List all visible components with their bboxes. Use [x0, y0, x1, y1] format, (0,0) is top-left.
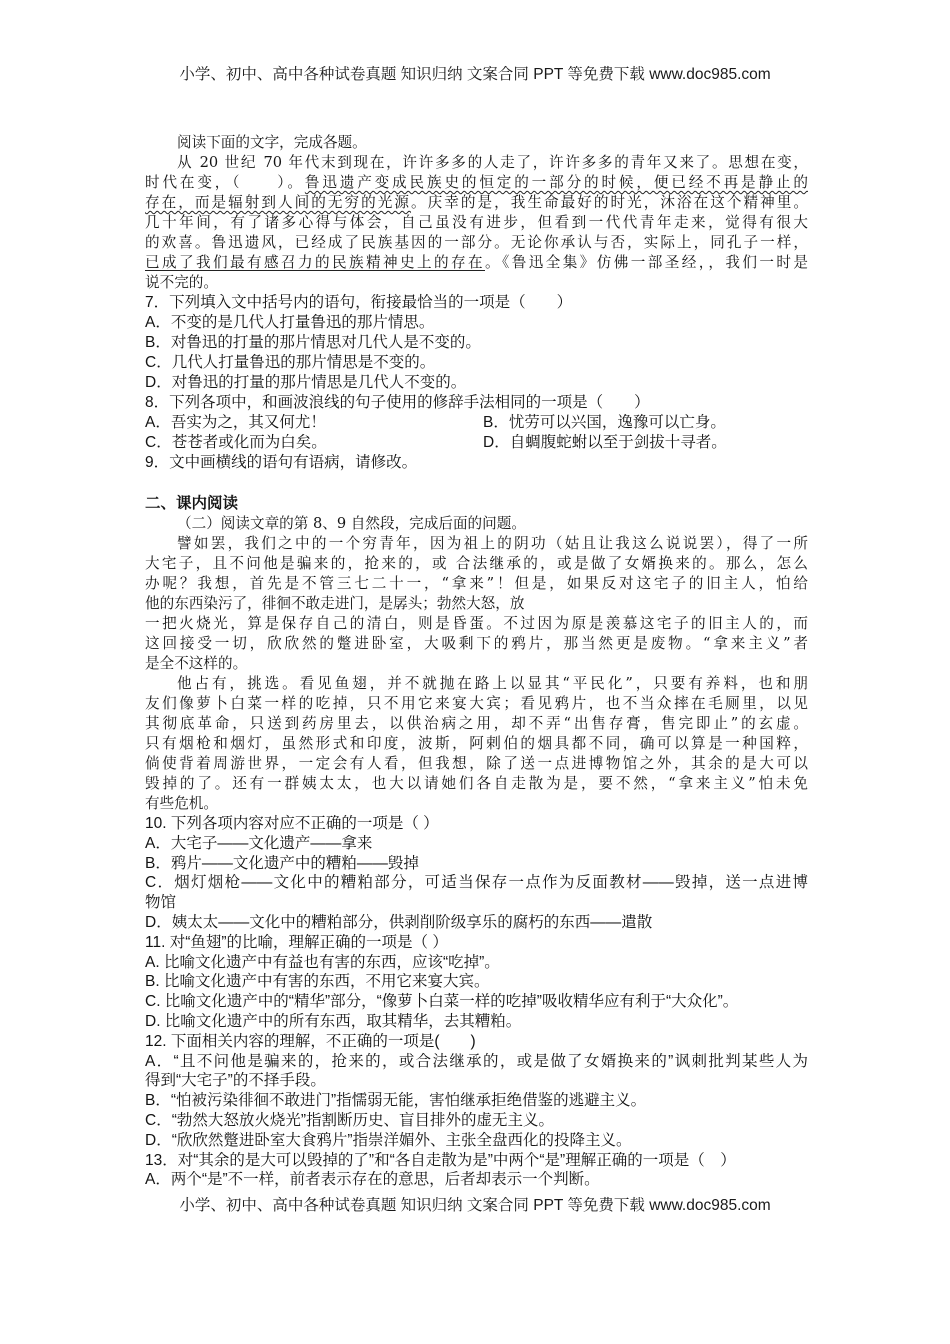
passage-2-paragraph-2 — [145, 674, 808, 814]
wavy-underlined-sentence: 存在，而是辐射到人间的无穷的光源 — [145, 194, 412, 211]
option-a: A．不变的是几代人打量鲁迅的那片情思。 — [145, 314, 435, 331]
question-12 — [145, 1032, 808, 1151]
passage-line-5: 的欢喜。鲁迅遗风，已经成了民族基因的一部分。无论你承认与否，实际上，同孔子一样， — [145, 234, 808, 251]
passage-line: 只有烟枪和烟灯，虽然形式和印度，波斯，阿剌伯的烟具都不同，确可以算是一种国粹， — [145, 735, 808, 752]
passage-line: 譬如罢，我们之中的一个穷青年，因为祖上的阴功（姑且让我这么说说罢），得了一所 — [177, 535, 808, 552]
option-a: A．两个“是”不一样，前者表示存在的意思，后者却表示一个判断。 — [145, 1171, 600, 1189]
passage-line-7: 说不完的。 — [145, 274, 218, 291]
option-row — [145, 413, 808, 433]
passage-text: 。《鲁迅全集》仿佛一部圣经，，我们一时是 — [485, 254, 808, 271]
passage-line: 他占有，挑选。看见鱼翅，并不就抛在路上以显其“平民化”，只要有养料，也和朋 — [177, 675, 808, 692]
passage-line-6 — [145, 253, 808, 273]
passage-line-4: 几十年间，有了诸多心得与体会，自己虽没有进步，但看到一代代青年走来，觉得有很大 — [145, 214, 808, 231]
section-heading: 二、课内阅读 — [145, 495, 239, 512]
option-b: B．对鲁迅的打量的那片情思对几代人是不变的。 — [145, 334, 481, 351]
question-stem: 10. 下列各项内容对应不正确的一项是（ ） — [145, 815, 439, 832]
option-d: D．对鲁迅的打量的那片情思是几代人不变的。 — [145, 374, 467, 391]
option-c: C. 比喻文化遗产中的“精华”部分，“像萝卜白菜一样的吃掉”吸收精华应有利于“大众化”。 — [145, 993, 739, 1011]
question-11 — [145, 933, 808, 1032]
passage-line-1: 从 20 世纪 70 年代末到现在，许许多多的人走了，许许多多的青年又来了。思想在变， — [177, 154, 808, 171]
question-7 — [145, 293, 808, 393]
passage-text: 。庆幸的是，我生命最好的时光，沐浴在这个精神里。 — [411, 194, 808, 211]
wavy-underlined-sentence: 鲁迅遗产变成民族史的恒定的一部分的时候，便已经不再是静止的 — [304, 174, 808, 191]
question-8 — [145, 393, 808, 453]
question-10 — [145, 814, 808, 933]
section-spacer — [145, 473, 808, 494]
passage-line-2 — [145, 173, 808, 193]
option-d: D. 比喻文化遗产中的所有东西，取其精华，去其糟粕。 — [145, 1012, 522, 1030]
page-footer: 小学、初中、高中各种试卷真题 知识归纳 文案合同 PPT 等免费下载 www.doc985.com — [179, 1197, 771, 1214]
passage-line: 其彻底革命，只送到药房里去，以供治病之用，却不弄“出售存膏，售完即止”的玄虚。 — [145, 715, 808, 732]
question-9 — [145, 453, 808, 473]
passage-line: 办呢？我想，首先是不管三七二十一，“拿来”！但是，如果反对这宅子的旧主人，怕给 — [145, 575, 808, 592]
option-a: A．“且不问他是骗来的，抢来的，或合法继承的，或是做了女婿换来的”讽刺批判某些人为 — [145, 1052, 808, 1070]
option-a: A. 比喻文化遗产中有益也有害的东西，应该“吃掉”。 — [145, 953, 500, 971]
reading-instruction: 阅读下面的文字，完成各题。 — [177, 134, 367, 151]
passage-line-3 — [145, 193, 808, 213]
passage-1 — [145, 153, 808, 293]
passage-line: 大宅子，且不问他是骗来的，抢来的，或 合法继承的，或是做了女婿换来的。那么，怎么 — [145, 555, 808, 572]
question-stem: 13．对“其余的是大可以毁掉的了”和“各自走散为是”中两个“是”理解正确的一项是（ ） — [145, 1151, 736, 1169]
option-a-continued: 得到“大宅子”的不择手段。 — [145, 1072, 326, 1090]
option-d: D．姨太太——文化中的糟粕部分，供剥削阶级享乐的腐朽的东西——遣散 — [145, 913, 653, 931]
option-c-continued: 物馆 — [145, 894, 177, 912]
option-c: C．“勃然大怒放火烧光”指割断历史、盲目排外的虚无主义。 — [145, 1111, 555, 1129]
passage-line: 他的东西染污了，徘徊不敢走进门，是孱头；勃然大怒，放 — [145, 595, 525, 612]
passage-line: 这回接受一切，欣欣然的蹩进卧室，大吸剩下的鸦片，那当然更是废物。“拿来主义”者 — [145, 635, 808, 652]
option-d: D．自蜩腹蛇蚹以至于剑拔十寻者。 — [483, 434, 727, 451]
option-b: B．“怕被污染徘徊不敢进门”指懦弱无能，害怕继承拒绝借鉴的逃避主义。 — [145, 1092, 647, 1110]
question-stem: 8．下列各项中，和画波浪线的句子使用的修辞手法相同的一项是（ ） — [145, 394, 650, 411]
option-c: C．苍苍者或化而为白矣。 — [145, 434, 327, 451]
question-13 — [145, 1151, 808, 1191]
document-body — [145, 133, 808, 1190]
option-b: B．鸦片——文化遗产中的糟粕——毁掉 — [145, 854, 419, 872]
passage-line: 是全不这样的。 — [145, 655, 248, 672]
underlined-sentence: 已成了我们最有感召力的民族精神史上的存在 — [145, 254, 485, 271]
question-stem: 12. 下面相关内容的理解，不正确的一项是( ) — [145, 1032, 476, 1050]
passage-2-paragraph-1 — [145, 534, 808, 674]
passage-text: 时代在变，（ ）。 — [145, 174, 305, 191]
passage-line: 毁掉的了。还有一群姨太太，也大以请她们各自走散为是，要不然，“拿来主义”怕未免 — [145, 775, 808, 792]
reading-instruction: （二）阅读文章的第 8、9 自然段，完成后面的问题。 — [177, 515, 526, 532]
question-stem: 9．文中画横线的语句有语病，请修改。 — [145, 454, 418, 471]
passage-line: 有些危机。 — [145, 795, 218, 812]
option-c: C．烟灯烟枪——文化中的糟粕部分，可适当保存一点作为反面教材——毁掉，送一点进博 — [145, 874, 808, 892]
option-c: C．几代人打量鲁迅的那片情思是不变的。 — [145, 354, 436, 371]
question-stem: 11. 对“鱼翅”的比喻，理解正确的一项是（ ） — [145, 933, 448, 951]
passage-line: 一把火烧光，算是保存自己的清白，则是昏蛋。不过因为原是羡慕这宅子的旧主人的，而 — [145, 615, 808, 632]
option-a: A．大宅子——文化遗产——拿来 — [145, 834, 373, 852]
option-row — [145, 433, 808, 453]
passage-line: 友们像萝卜白菜一样的吃掉，只不用它来宴大宾；看见鸦片，也不当众摔在毛厕里，以见 — [145, 695, 808, 712]
passage-line: 倘使背着周游世界，一定会有人看，但我想，除了送一点进博物馆之外，其余的是大可以 — [145, 755, 808, 772]
option-b: B. 比喻文化遗产中有害的东西，不用它来宴大宾。 — [145, 973, 490, 991]
option-a: A．吾实为之，其又何尤！ — [145, 414, 326, 431]
page-header: 小学、初中、高中各种试卷真题 知识归纳 文案合同 PPT 等免费下载 www.doc985.com — [179, 66, 771, 83]
option-d: D．“欣欣然蹩进卧室大食鸦片”指崇洋媚外、主张全盘西化的投降主义。 — [145, 1131, 632, 1149]
question-stem: 7．下列填入文中括号内的语句，衔接最恰当的一项是（ ） — [145, 294, 573, 311]
option-b: B．忧劳可以兴国，逸豫可以亡身。 — [483, 414, 726, 431]
part-2-questions — [145, 814, 808, 1190]
